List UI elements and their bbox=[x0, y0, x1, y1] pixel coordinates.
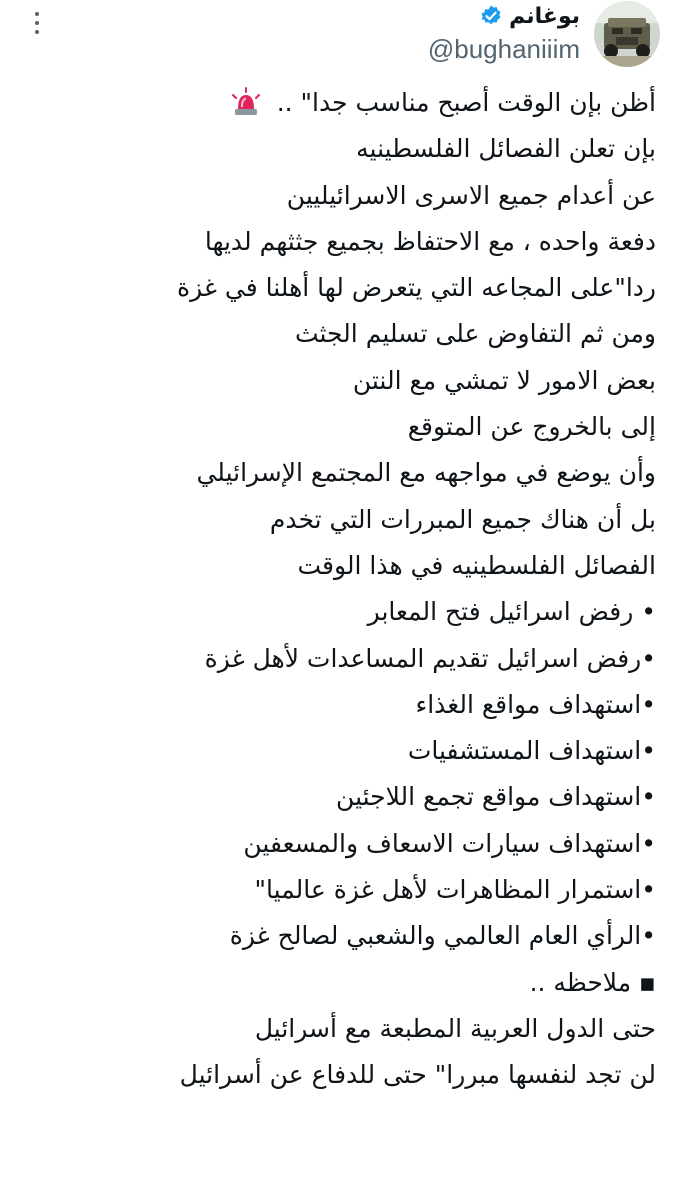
tweet-line-10: بل أن هناك جميع المبررات التي تخدم bbox=[269, 504, 656, 534]
more-horizontal-icon bbox=[35, 12, 39, 34]
user-handle[interactable]: @bughaniiim bbox=[427, 34, 580, 64]
tweet-line-15: •استهداف المستشفيات bbox=[407, 736, 656, 766]
tweet-line-8: إلى بالخروج عن المتوقع bbox=[407, 412, 656, 442]
tweet-line-1-text: أظن بإن الوقت أصبح مناسب جدا" .. bbox=[276, 88, 656, 117]
tweet-line-5: ردا"على المجاعه التي يتعرض لها أهلنا في غزة bbox=[176, 273, 656, 303]
user-info bbox=[428, 2, 580, 65]
tweet-line-3: عن أعدام جميع الاسرى الاسرائيليين bbox=[286, 180, 656, 210]
tweet-line-18: •استمرار المظاهرات لأهل غزة عالميا" bbox=[254, 875, 656, 905]
tweet-line-16: •استهداف مواقع تجمع اللاجئين bbox=[336, 782, 656, 812]
tweet-line-21: حتى الدول العربية المطبعة مع أسرائيل bbox=[254, 1013, 656, 1043]
tweet-line-4: دفعة واحده ، مع الاحتفاظ بجميع جثثهم لديها bbox=[204, 226, 656, 256]
tweet-line-7: بعض الامور لا تمشي مع النتن bbox=[352, 365, 656, 395]
display-name[interactable]: بوغانم bbox=[509, 3, 580, 29]
tweet-line-17: •استهداف سيارات الاسعاف والمسعفين bbox=[243, 828, 656, 858]
tweet-line-11: الفصائل الفلسطينيه في هذا الوقت bbox=[297, 550, 656, 580]
siren-icon bbox=[229, 87, 263, 121]
avatar[interactable] bbox=[594, 1, 660, 67]
tweet-text bbox=[36, 80, 656, 1099]
tweet-line-14: •استهداف مواقع الغذاء bbox=[415, 689, 656, 719]
tweet-line-20: ▪︎ ملاحظه .. bbox=[529, 967, 656, 997]
tweet-line-9: وأن يوضع في مواجهه مع المجتمع الإسرائيلي bbox=[196, 458, 656, 488]
verified-badge-icon bbox=[479, 4, 503, 28]
more-options-button[interactable] bbox=[22, 8, 52, 38]
tweet-line-12: • رفض اسرائيل فتح المعابر bbox=[367, 597, 656, 627]
tweet-line-6: ومن ثم التفاوض على تسليم الجثث bbox=[294, 319, 656, 349]
tweet-line-19: •الرأي العام العالمي والشعبي لصالح غزة bbox=[229, 921, 656, 951]
tweet-line-13: •رفض اسرائيل تقديم المساعدات لأهل غزة bbox=[204, 643, 656, 673]
tweet-line-1 bbox=[36, 80, 656, 126]
tweet-line-2: بإن تعلن الفصائل الفلسطينيه bbox=[356, 134, 656, 164]
tweet-line-22: لن تجد لنفسها مبررا" حتى للدفاع عن أسرائيل bbox=[179, 1060, 656, 1090]
avatar-image bbox=[594, 1, 660, 67]
tweet-header bbox=[0, 0, 676, 80]
